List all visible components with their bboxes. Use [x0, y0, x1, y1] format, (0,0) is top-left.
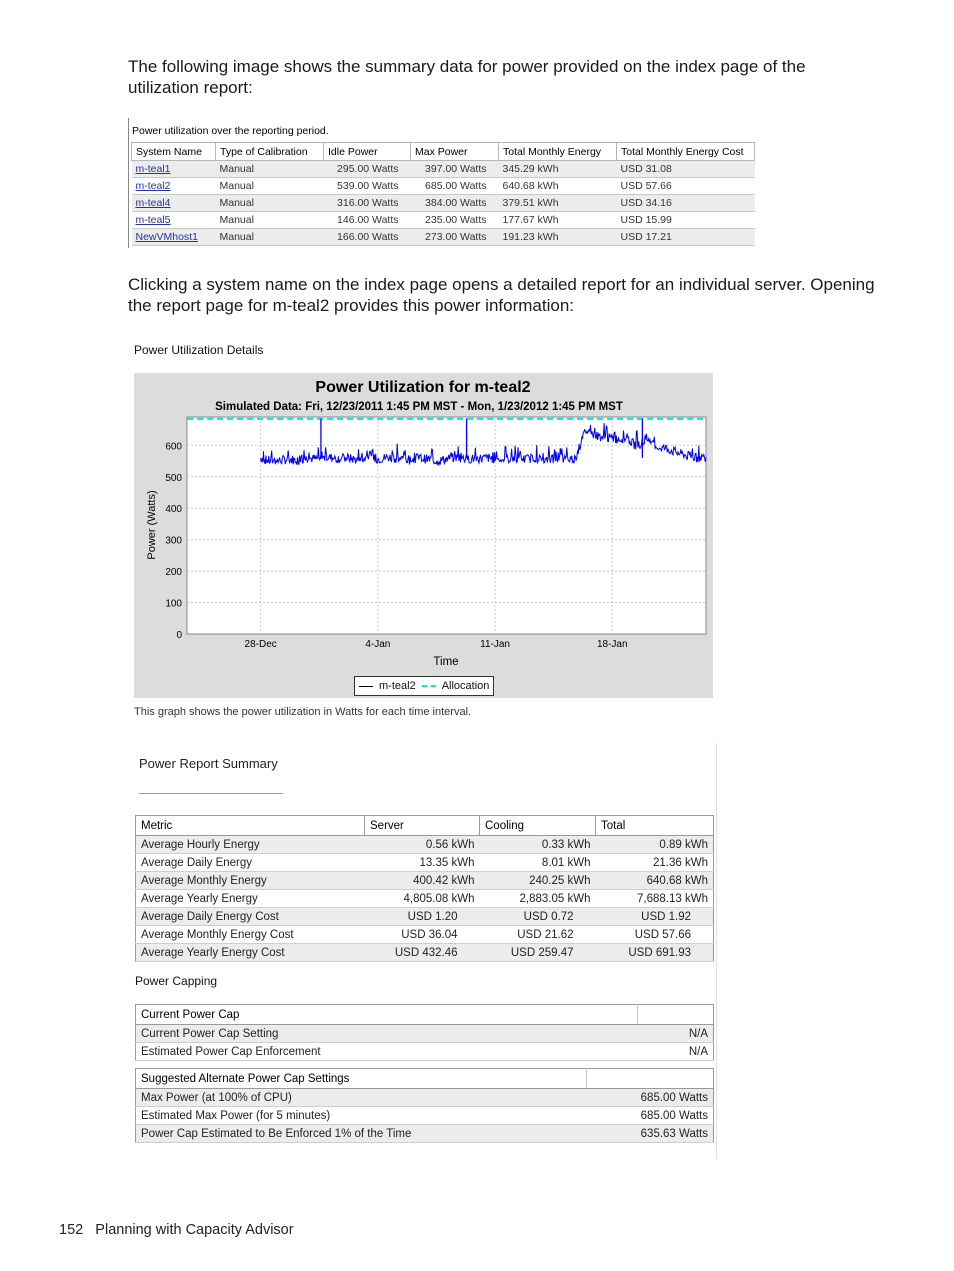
legend-series-label: m-teal2: [379, 680, 416, 692]
table-cell: 166.00 Watts: [324, 229, 411, 246]
col-total: Total: [596, 816, 714, 836]
cap-value: 685.00 Watts: [587, 1089, 714, 1107]
system-link[interactable]: m-teal1: [132, 161, 216, 178]
table-row: [136, 926, 714, 944]
y-tick-label: 200: [165, 567, 182, 579]
plot-area: [187, 417, 706, 634]
header-blank-cell: [638, 1005, 714, 1025]
table-row: [132, 161, 755, 178]
table-row: [136, 908, 714, 926]
table-cell: USD 17.21: [617, 229, 755, 246]
table-cell: 640.68 kWh: [499, 178, 617, 195]
metric-name: Average Daily Energy Cost: [136, 908, 365, 926]
col-max-power: Max Power: [411, 143, 499, 161]
table-cell: Manual: [216, 178, 324, 195]
server-value: USD 36.04: [365, 926, 480, 944]
x-tick-label: 28-Dec: [244, 639, 277, 650]
power-report-table: [135, 815, 714, 962]
cap-value: 635.63 Watts: [587, 1125, 714, 1143]
total-value: USD 691.93: [596, 944, 714, 962]
col-cooling: Cooling: [480, 816, 596, 836]
header-blank-cell: [587, 1069, 714, 1089]
table-row: [136, 890, 714, 908]
cap-header-row: [136, 1005, 714, 1025]
cooling-value: 240.25 kWh: [480, 872, 596, 890]
table-row: [136, 1107, 714, 1125]
y-tick-label: 100: [165, 598, 182, 610]
power-summary-panel: [128, 118, 755, 248]
chart-caption: This graph shows the power utilization in Watts for each time interval.: [134, 706, 472, 718]
table-row: [136, 1089, 714, 1107]
table-cell: 295.00 Watts: [324, 161, 411, 178]
table-cell: Manual: [216, 212, 324, 229]
x-tick-label: 11-Jan: [480, 639, 510, 650]
col-system-name: System Name: [132, 143, 216, 161]
suggested-cap-header: Suggested Alternate Power Cap Settings: [136, 1069, 587, 1089]
power-summary-table: [131, 142, 755, 246]
cap-header-row: [136, 1069, 714, 1089]
legend-line-swatch: [359, 686, 373, 687]
table-row: [132, 229, 755, 246]
page-footer: [59, 1222, 294, 1238]
y-tick-label: 600: [165, 441, 182, 453]
col-idle-power: Idle Power: [324, 143, 411, 161]
power-capping-title: Power Capping: [135, 974, 218, 988]
table-row: [136, 1125, 714, 1143]
server-value: USD 432.46: [365, 944, 480, 962]
cap-label: Power Cap Estimated to Be Enforced 1% of the Time: [136, 1125, 587, 1143]
footer-section-title: Planning with Capacity Advisor: [95, 1222, 294, 1238]
table-cell: 384.00 Watts: [411, 195, 499, 212]
summary-caption: Power utilization over the reporting period.: [132, 125, 329, 137]
report-title-divider: [139, 793, 283, 794]
col-server: Server: [365, 816, 480, 836]
total-value: USD 1.92: [596, 908, 714, 926]
legend-dashed-swatch: [422, 685, 436, 687]
summary-header-row: [132, 143, 755, 161]
metric-name: Average Daily Energy: [136, 854, 365, 872]
table-cell: 685.00 Watts: [411, 178, 499, 195]
y-tick-label: 0: [176, 630, 182, 641]
table-cell: USD 34.16: [617, 195, 755, 212]
col-calibration: Type of Calibration: [216, 143, 324, 161]
table-cell: 146.00 Watts: [324, 212, 411, 229]
table-row: [136, 836, 714, 854]
total-value: 21.36 kWh: [596, 854, 714, 872]
table-cell: 316.00 Watts: [324, 195, 411, 212]
chart-title: Power Utilization for m-teal2: [315, 379, 531, 396]
table-cell: 379.51 kWh: [499, 195, 617, 212]
table-cell: Manual: [216, 195, 324, 212]
table-cell: 235.00 Watts: [411, 212, 499, 229]
server-value: USD 1.20: [365, 908, 480, 926]
power-chart: [134, 373, 713, 698]
x-tick-label: 4-Jan: [365, 639, 391, 650]
cap-label: Estimated Power Cap Enforcement: [136, 1043, 638, 1061]
col-metric: Metric: [136, 816, 365, 836]
cooling-value: 0.33 kWh: [480, 836, 596, 854]
table-row: [132, 212, 755, 229]
x-tick-label: 18-Jan: [596, 639, 628, 650]
legend-allocation-label: Allocation: [441, 680, 490, 692]
metric-name: Average Monthly Energy Cost: [136, 926, 365, 944]
table-cell: USD 15.99: [617, 212, 755, 229]
table-cell: Manual: [216, 161, 324, 178]
report-title: Power Report Summary: [139, 756, 278, 771]
metric-name: Average Monthly Energy: [136, 872, 365, 890]
cap-value: N/A: [638, 1043, 714, 1061]
y-tick-label: 500: [165, 472, 182, 484]
cooling-value: USD 0.72: [480, 908, 596, 926]
table-row: [136, 872, 714, 890]
table-cell: Manual: [216, 229, 324, 246]
metric-name: Average Yearly Energy Cost: [136, 944, 365, 962]
cap-value: N/A: [638, 1025, 714, 1043]
table-row: [132, 178, 755, 195]
cooling-value: USD 259.47: [480, 944, 596, 962]
server-value: 0.56 kWh: [365, 836, 480, 854]
power-chart-svg: [134, 373, 713, 698]
page-number: 152: [59, 1222, 84, 1238]
current-power-cap-table: [135, 1004, 714, 1061]
system-link[interactable]: m-teal4: [132, 195, 216, 212]
server-value: 4,805.08 kWh: [365, 890, 480, 908]
col-monthly-energy: Total Monthly Energy: [499, 143, 617, 161]
server-value: 13.35 kWh: [365, 854, 480, 872]
table-row: [136, 1043, 714, 1061]
system-link[interactable]: m-teal5: [132, 212, 216, 229]
total-value: USD 57.66: [596, 926, 714, 944]
x-axis-label: Time: [433, 656, 459, 668]
table-cell: USD 31.08: [617, 161, 755, 178]
intro-paragraph: The following image shows the summary data for power provided on the index page of the utilization report:: [128, 57, 806, 97]
cap-label: Current Power Cap Setting: [136, 1025, 638, 1043]
table-cell: 177.67 kWh: [499, 212, 617, 229]
cooling-value: 8.01 kWh: [480, 854, 596, 872]
metric-name: Average Yearly Energy: [136, 890, 365, 908]
table-cell: 539.00 Watts: [324, 178, 411, 195]
cooling-value: 2,883.05 kWh: [480, 890, 596, 908]
total-value: 0.89 kWh: [596, 836, 714, 854]
cap-label: Estimated Max Power (for 5 minutes): [136, 1107, 587, 1125]
table-cell: 397.00 Watts: [411, 161, 499, 178]
current-cap-header: Current Power Cap: [136, 1005, 638, 1025]
table-cell: 345.29 kWh: [499, 161, 617, 178]
table-row: [136, 944, 714, 962]
chart-heading: Power Utilization Details: [134, 343, 264, 357]
total-value: 640.68 kWh: [596, 872, 714, 890]
table-cell: USD 57.66: [617, 178, 755, 195]
y-tick-label: 400: [165, 504, 182, 516]
cap-value: 685.00 Watts: [587, 1107, 714, 1125]
middle-paragraph: Clicking a system name on the index page opens a detailed report for an individual server. Opening the report page for m-teal2 provides this power information:: [128, 275, 875, 315]
chart-subtitle: Simulated Data: Fri, 12/23/2011 1:45 PM MST - Mon, 1/23/2012 1:45 PM MST: [215, 401, 623, 413]
system-link[interactable]: NewVMhost1: [132, 229, 216, 246]
metric-name: Average Hourly Energy: [136, 836, 365, 854]
col-monthly-cost: Total Monthly Energy Cost: [617, 143, 755, 161]
table-row: [136, 854, 714, 872]
total-value: 7,688.13 kWh: [596, 890, 714, 908]
cooling-value: USD 21.62: [480, 926, 596, 944]
server-value: 400.42 kWh: [365, 872, 480, 890]
table-row: [132, 195, 755, 212]
cap-label: Max Power (at 100% of CPU): [136, 1089, 587, 1107]
y-axis-label: Power (Watts): [146, 490, 158, 560]
y-tick-label: 300: [165, 535, 182, 547]
table-cell: 191.23 kWh: [499, 229, 617, 246]
suggested-power-cap-table: [135, 1068, 714, 1143]
table-row: [136, 1025, 714, 1043]
table-cell: 273.00 Watts: [411, 229, 499, 246]
report-header-row: [136, 816, 714, 836]
chart-legend: [354, 676, 494, 696]
system-link[interactable]: m-teal2: [132, 178, 216, 195]
